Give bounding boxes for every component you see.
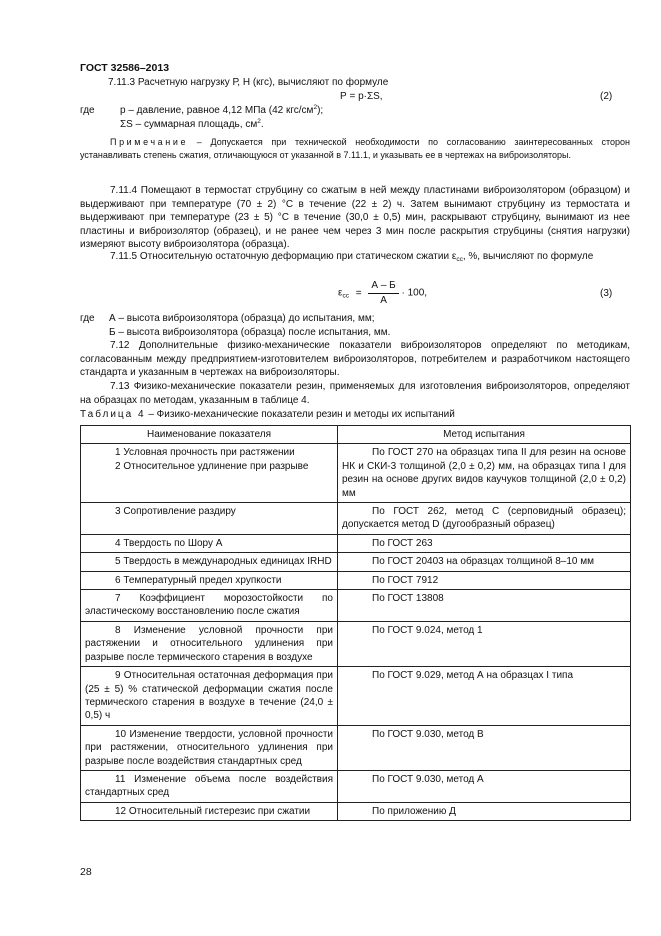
doc-header: ГОСТ 32586–2013	[80, 62, 170, 74]
table-caption: Таблица 4 – Физико-механические показатели резин и методы их испытаний	[80, 409, 455, 420]
section-7-12: 7.12 Дополнительные физико-механические показатели виброизоляторов определяют по методикам, согласованным между предприятием-изготовителем виброизоляторов, потребителем и разработчиком настоящего стандарта и указанным в чертежах на виброизоляторы.	[80, 340, 630, 379]
page-number: 28	[80, 866, 92, 878]
note: Примечание – Допускается при технической необходимости по согласованию заинтересованных сторон устанавливать степень сжатия, отличающуюся от указанной в 7.11.1, и указывать ее в чертежах на виброизоляторы.	[80, 137, 630, 160]
table-4	[80, 425, 631, 821]
param-cell: 3 Сопротивление раздиру	[81, 503, 338, 535]
method-cell: По ГОСТ 263	[338, 534, 631, 552]
param-cell: 8 Изменение условной прочности при растяжении и относительного удлинения при разрыве после термического старения в воздухе	[81, 621, 338, 666]
table-row	[81, 571, 631, 589]
method-cell: По ГОСТ 13808	[338, 590, 631, 622]
table-row	[81, 534, 631, 552]
fraction: $\frac{А - Б}{А}$	[368, 279, 398, 307]
param-cell: 9 Относительная остаточная деформация при (25 ± 5) % статической деформации сжатия после термического старения в воздухе в течение (24,0 ± 0,5) ч	[81, 667, 338, 726]
where-label-2: где	[80, 313, 95, 324]
table-row	[81, 553, 631, 571]
param-cell: 5 Твердость в международных единицах IRHD	[81, 553, 338, 571]
formula-2: Р = р·ΣS,	[340, 91, 383, 102]
table-row	[81, 621, 631, 666]
method-cell: По ГОСТ 262, метод С (серповидный образец); допускается метод D (дугообразный образец)	[338, 503, 631, 535]
col-header-method: Метод испытания	[338, 426, 631, 444]
method-cell: По ГОСТ 9.030, метод В	[338, 725, 631, 770]
method-cell: По приложению Д	[338, 802, 631, 820]
param-cell: 12 Относительный гистерезис при сжатии	[81, 802, 338, 820]
param-cell: 11 Изменение объема после воздействия стандартных сред	[81, 770, 338, 802]
table-header-row	[81, 426, 631, 444]
table-row	[81, 802, 631, 820]
section-7-11-4: 7.11.4 Помещают в термостат струбцину со сжатым в ней между пластинами виброизолятором (образцом) и выдерживают при температуре (70 ± 2) °С в течение (22 ± 2) ч. Затем вынимают струбцину из термостата и выдерживают при температуре (23 ± 5) °С в течение (30,0 ± 0,5) мин, раскрывают струбцину, вынимают из нее пластины и виброизолятор (образец), и не ранее чем через 3 мин после раскрытия струбцины (снятия нагрузки) измеряют высоту виброизолятора (образца).	[80, 185, 630, 251]
def-s: ΣS – суммарная площадь, $см^2$.	[120, 118, 264, 130]
section-7-11-5: 7.11.5 Относительную остаточную деформацию при статическом сжатии $\varepsilon_{сс}$, %, вычисляют по формуле	[110, 251, 594, 263]
param-cell: 7 Коэффициент морозостойкости по эластическому восстановлению после сжатия	[81, 590, 338, 622]
formula-2-number: (2)	[600, 91, 613, 102]
section-7-11-3: 7.11.3 Расчетную нагрузку Р, Н (кгс), вычисляют по формуле	[108, 77, 389, 88]
section-7-13: 7.13 Физико-механические показатели резин, применяемых для изготовления виброизоляторов, определяют на образцах по методам, указанным в таблице 4.	[80, 381, 630, 406]
method-cell: По ГОСТ 9.029, метод А на образцах I типа	[338, 667, 631, 726]
formula-3-number: (3)	[600, 288, 613, 299]
table-row	[81, 503, 631, 535]
param-cell: 10 Изменение твердости, условной прочности при растяжении, относительного удлинения при разрыве после воздействия стандартных сред	[81, 725, 338, 770]
param-cell: 1 Условная прочность при растяжении 2 Относительное удлинение при разрыве	[81, 444, 338, 503]
where-label: где	[80, 105, 95, 116]
param-cell: 6 Температурный предел хрупкости	[81, 571, 338, 589]
method-cell: По ГОСТ 20403 на образцах толщиной 8–10 мм	[338, 553, 631, 571]
param-cell: 4 Твердость по Шору А	[81, 534, 338, 552]
table-row	[81, 444, 631, 503]
formula-3: $\varepsilon_{сс}$ = $\frac{А - Б}{А}$ · 100,	[338, 280, 428, 306]
col-header-name: Наименование показателя	[81, 426, 338, 444]
def-p: р – давление, равное 4,12 МПа (42 кгс/$см^2$);	[120, 104, 324, 116]
table-row	[81, 770, 631, 802]
method-cell: По ГОСТ 7912	[338, 571, 631, 589]
method-cell: По ГОСТ 270 на образцах типа II для резин на основе НК и СКИ-3 толщиной (2,0 ± 0,2) мм, на образцах типа I для резин на основе других видов каучуков толщиной (2,0 ± 0,2) мм	[338, 444, 631, 503]
def-b: Б – высота виброизолятора (образца) после испытания, мм.	[109, 327, 391, 338]
table-row	[81, 590, 631, 622]
table-row	[81, 667, 631, 726]
table-row	[81, 725, 631, 770]
def-a: А – высота виброизолятора (образца) до испытания, мм;	[109, 313, 375, 324]
method-cell: По ГОСТ 9.030, метод А	[338, 770, 631, 802]
method-cell: По ГОСТ 9.024, метод 1	[338, 621, 631, 666]
